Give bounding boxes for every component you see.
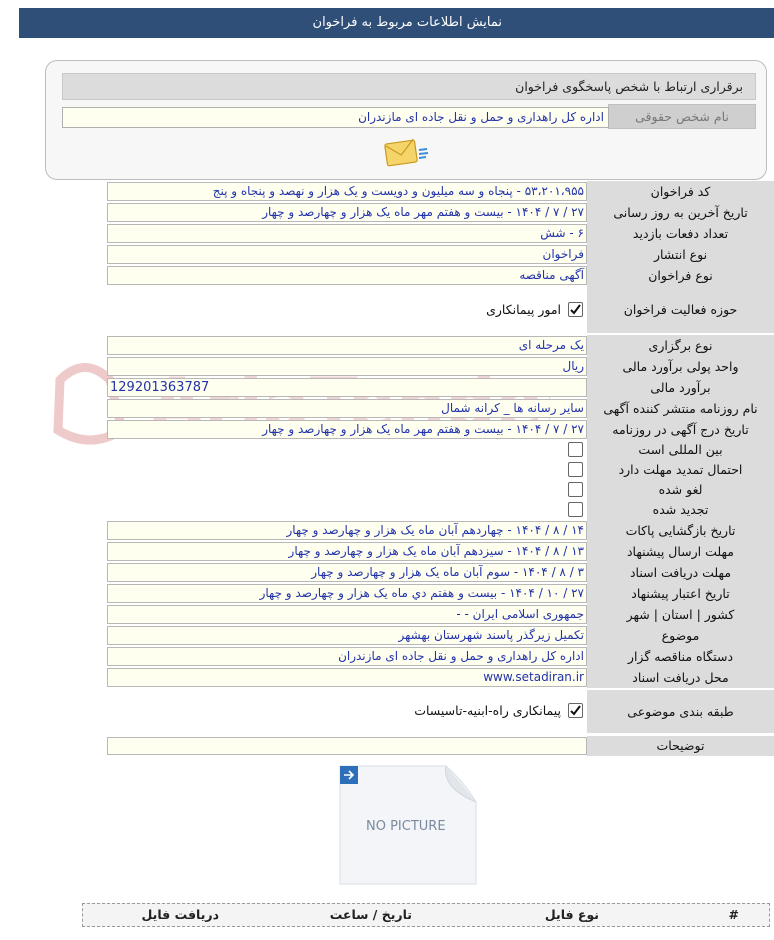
row-description — [0, 736, 774, 756]
file-table-header — [82, 903, 770, 927]
legal-person-value: اداره کل راهداری و حمل و نقل جاده ای مازندران — [358, 110, 604, 124]
subject-value: تکمیل زیرگذر پاسند شهرستان بهشهر — [398, 628, 584, 642]
contact-panel — [45, 60, 767, 180]
opening-date-field — [107, 521, 587, 540]
row-submit-deadline — [0, 541, 774, 562]
row-last-update — [0, 202, 774, 223]
call-type-label: نوع فراخوان — [587, 265, 774, 287]
publish-type-value: فراخوان — [542, 247, 584, 261]
opening-date-label: تاریخ بازگشایی پاکات — [587, 520, 774, 542]
doc-place-label: محل دریافت اسناد — [587, 667, 774, 689]
row-visits — [0, 223, 774, 244]
row-subject — [0, 625, 774, 646]
row-validity — [0, 583, 774, 604]
currency-field — [107, 357, 587, 376]
last-update-label: تاریخ آخرین به روز رسانی — [587, 202, 774, 224]
contact-title: برقراری ارتباط با شخص پاسخگوی فراخوان — [515, 79, 743, 94]
publish-type-label: نوع انتشار — [587, 244, 774, 266]
doc-deadline-label: مهلت دریافت اسناد — [587, 562, 774, 584]
newspaper-date-value: ۲۷ / ۷ / ۱۴۰۴ - بیست و هفتم مهر ماه یک هزار و چهارصد و چهار — [262, 422, 584, 436]
activity-value: امور پیمانکاری — [486, 302, 561, 317]
currency-label: واحد پولی برآورد مالی — [587, 356, 774, 378]
mail-icon[interactable] — [384, 138, 430, 170]
cancelled-label: لغو شده — [587, 480, 774, 501]
row-org — [0, 646, 774, 667]
doc-deadline-field — [107, 563, 587, 582]
submit-deadline-field — [107, 542, 587, 561]
row-holding-type — [0, 335, 774, 356]
submit-deadline-value: ۱۳ / ۸ / ۱۴۰۴ - سیزدهم آبان ماه یک هزار و چهارصد و چهار — [288, 544, 584, 558]
row-estimate — [0, 377, 774, 398]
subject-field — [107, 626, 587, 645]
activity-label: حوزه فعالیت فراخوان — [587, 286, 774, 334]
validity-label: تاریخ اعتبار پیشنهاد — [587, 583, 774, 605]
row-newspaper-date — [0, 419, 774, 440]
newspaper-label: نام روزنامه منتشر کننده آگهی — [587, 398, 774, 420]
newspaper-date-field — [107, 420, 587, 439]
estimate-label: برآورد مالی — [587, 377, 774, 399]
last-update-field — [107, 203, 587, 222]
row-call-type — [0, 265, 774, 286]
renewed-label: تجدید شده — [587, 500, 774, 521]
code-label: کد فراخوان — [587, 181, 774, 203]
call-type-value: آگهی مناقصه — [519, 268, 584, 282]
doc-deadline-value: ۳ / ۸ / ۱۴۰۴ - سوم آبان ماه یک هزار و چهارصد و چهار — [311, 565, 584, 579]
contact-title-bar — [62, 73, 756, 100]
visits-label: تعداد دفعات بازدید — [587, 223, 774, 245]
category-checkbox[interactable] — [568, 703, 583, 718]
row-category — [0, 690, 774, 733]
subject-label: موضوع — [587, 625, 774, 647]
publish-type-field — [107, 245, 587, 264]
check-icon — [569, 704, 582, 717]
col-index: # — [728, 907, 739, 922]
opening-date-value: ۱۴ / ۸ / ۱۴۰۴ - چهاردهم آبان ماه یک هزار و چهارصد و چهار — [286, 523, 584, 537]
location-field — [107, 605, 587, 624]
row-doc-deadline — [0, 562, 774, 583]
call-type-field — [107, 266, 587, 285]
row-publish-type — [0, 244, 774, 265]
check-icon — [569, 303, 582, 316]
validity-value: ۲۷ / ۱۰ / ۱۴۰۴ - بیست و هفتم دي ماه یک هزار و چهارصد و چهار — [259, 586, 584, 600]
description-field — [107, 737, 587, 755]
category-value: پیمانکاری راه-ابنیه-تاسیسات — [414, 703, 561, 718]
col-download: دریافت فایل — [141, 907, 219, 922]
row-opening-date — [0, 520, 774, 541]
col-datetime: تاریخ / ساعت — [329, 907, 412, 922]
legal-person-label: نام شخص حقوقی — [608, 104, 756, 129]
holding-type-field — [107, 336, 587, 355]
org-value: اداره کل راهداری و حمل و نقل جاده ای مازندران — [338, 649, 584, 663]
org-label: دستگاه مناقصه گزار — [587, 646, 774, 668]
activity-checkbox[interactable] — [568, 302, 583, 317]
renewed-checkbox[interactable] — [568, 502, 583, 517]
holding-type-label: نوع برگزاری — [587, 335, 774, 357]
code-field — [107, 182, 587, 201]
row-location — [0, 604, 774, 625]
extension-label: احتمال تمدید مهلت دارد — [587, 460, 774, 481]
doc-place-field — [107, 668, 587, 687]
row-newspaper — [0, 398, 774, 419]
international-checkbox[interactable] — [568, 442, 583, 457]
row-renewed — [0, 500, 774, 520]
org-field — [107, 647, 587, 666]
newspaper-field — [107, 399, 587, 418]
extension-checkbox[interactable] — [568, 462, 583, 477]
holding-type-value: یک مرحله ای — [518, 338, 584, 352]
visits-value: ۶ - شش — [540, 226, 584, 240]
code-value: ۵۳،۲۰۱،۹۵۵ - پنجاه و سه میلیون و دویست و یک هزار و نهصد و پنجاه و پنج — [212, 184, 584, 198]
col-file-type: نوع فایل — [544, 907, 599, 922]
last-update-value: ۲۷ / ۷ / ۱۴۰۴ - بیست و هفتم مهر ماه یک هزار و چهارصد و چهار — [262, 205, 584, 219]
description-label: توضیحات — [587, 736, 774, 757]
no-picture-image — [336, 762, 480, 888]
page-header — [19, 8, 774, 38]
row-cancelled — [0, 480, 774, 500]
location-value: جمهوری اسلامی ایران - - — [456, 607, 584, 621]
visits-field — [107, 224, 587, 243]
cancelled-checkbox[interactable] — [568, 482, 583, 497]
estimate-value: 129201363787 — [110, 380, 210, 395]
row-currency — [0, 356, 774, 377]
row-doc-place — [0, 667, 774, 688]
validity-field — [107, 584, 587, 603]
newspaper-value: سایر رسانه ها _ کرانه شمال — [441, 401, 584, 415]
no-picture-text: NO PICTURE — [366, 819, 446, 834]
row-code — [0, 181, 774, 202]
location-label: کشور | استان | شهر — [587, 604, 774, 626]
international-label: بین المللی است — [587, 440, 774, 461]
estimate-field — [107, 378, 587, 397]
currency-value: ریال — [562, 359, 584, 373]
row-extension — [0, 460, 774, 480]
newspaper-date-label: تاریخ درج آگهی در روزنامه — [587, 419, 774, 441]
page-title: نمایش اطلاعات مربوط به فراخوان — [312, 15, 502, 30]
category-label: طبقه بندی موضوعی — [587, 690, 774, 734]
doc-place-link[interactable]: www.setadiran.ir — [483, 670, 584, 684]
row-activity — [0, 286, 774, 333]
row-international — [0, 440, 774, 460]
legal-person-field — [62, 107, 609, 128]
submit-deadline-label: مهلت ارسال پیشنهاد — [587, 541, 774, 563]
